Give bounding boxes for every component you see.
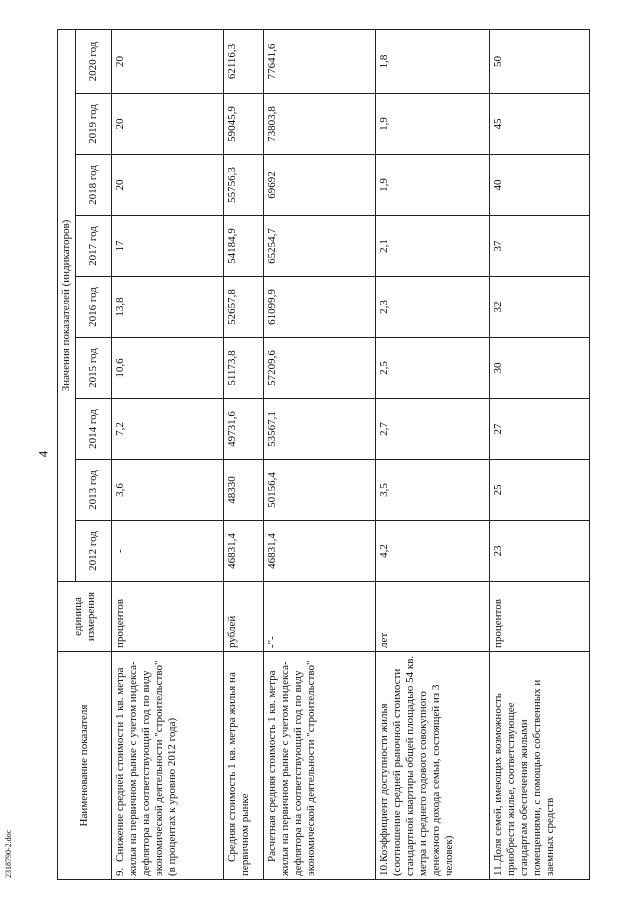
- row-name: Средняя стоимость 1 кв. метра жилья на первичном рынке: [226, 672, 251, 876]
- header-unit: единица измерения: [58, 582, 112, 652]
- rotated-page: [57, 30, 640, 880]
- row-value: 10,6: [112, 338, 224, 399]
- row-value: 2,7: [376, 399, 490, 460]
- row-value: 57209,6: [264, 338, 376, 399]
- row-unit: -"-: [264, 582, 376, 652]
- row-value: 50156,4: [264, 460, 376, 521]
- row-value: 53567,1: [264, 399, 376, 460]
- row-name-cell: [490, 652, 590, 880]
- row-value: 32: [490, 277, 590, 338]
- header-year: 2017 год: [76, 216, 112, 277]
- row-name-cell: [224, 652, 264, 880]
- row-value: 4,2: [376, 521, 490, 582]
- row-value: 62116,3: [224, 29, 264, 93]
- indicator-table: [57, 29, 590, 880]
- row-value: 3,5: [376, 460, 490, 521]
- table-row: [376, 29, 490, 879]
- row-value: 20: [112, 29, 224, 93]
- row-value: 27: [490, 399, 590, 460]
- row-value: 23: [490, 521, 590, 582]
- row-name-cell: [264, 652, 376, 880]
- row-value: 30: [490, 338, 590, 399]
- row-unit: процентов: [112, 582, 224, 652]
- header-year: 2013 год: [76, 460, 112, 521]
- row-value: 49731,6: [224, 399, 264, 460]
- row-name-cell: [112, 652, 224, 880]
- header-year: 2018 год: [76, 155, 112, 216]
- row-name: Расчетная средняя стоимость 1 кв. метра жилья на первичном рынке с учетом индекса-дефлятора на соответствующий год по виду экономической деятельности "строительство": [266, 660, 317, 876]
- row-value: 52657,8: [224, 277, 264, 338]
- row-value: 1,8: [376, 29, 490, 93]
- row-value: 54184,9: [224, 216, 264, 277]
- header-row-group: [58, 29, 76, 879]
- row-value: 13,8: [112, 277, 224, 338]
- row-value: 65254,7: [264, 216, 376, 277]
- row-value: 1,9: [376, 94, 490, 155]
- row-unit: лет: [376, 582, 490, 652]
- row-index: 9.: [114, 867, 126, 876]
- header-year: 2019 год: [76, 94, 112, 155]
- header-year: 2020 год: [76, 29, 112, 93]
- row-value: 51173,8: [224, 338, 264, 399]
- row-value: 25: [490, 460, 590, 521]
- header-year: 2012 год: [76, 521, 112, 582]
- row-value: 59045,9: [224, 94, 264, 155]
- row-value: 69692: [264, 155, 376, 216]
- row-value: 55756,3: [224, 155, 264, 216]
- row-index: 10.: [378, 862, 390, 876]
- header-year: 2015 год: [76, 338, 112, 399]
- row-value: 1,9: [376, 155, 490, 216]
- page-number: 4: [35, 450, 51, 458]
- table-row: [224, 29, 264, 879]
- header-name: Наименование показателя: [58, 652, 112, 880]
- row-value: 45: [490, 94, 590, 155]
- table-row: [112, 29, 224, 879]
- row-value: 37: [490, 216, 590, 277]
- header-year: 2016 год: [76, 277, 112, 338]
- row-value: 20: [112, 155, 224, 216]
- row-unit: рублей: [224, 582, 264, 652]
- row-unit: процентов: [490, 582, 590, 652]
- row-value: 61099,9: [264, 277, 376, 338]
- table-row: [490, 29, 590, 879]
- row-value: 17: [112, 216, 224, 277]
- row-value: 2,3: [376, 277, 490, 338]
- row-name: Доля семей, имеющих возможность приобрести жилье, соответствующее стандартам обеспечения жилыми помещениями, с помощью собственных и заемных средств: [492, 679, 556, 876]
- row-name-cell: [376, 652, 490, 880]
- table-container: [57, 30, 640, 880]
- row-value: 20: [112, 94, 224, 155]
- header-year: 2014 год: [76, 399, 112, 460]
- row-value: 50: [490, 29, 590, 93]
- row-value: 73803,8: [264, 94, 376, 155]
- row-value: 7,2: [112, 399, 224, 460]
- row-name: Снижение средней стоимости 1 кв. метра жилья на первичном рынке с учетом индекса-дефлятора на соответствующий год по виду экономической деятельности "строительство" (в процентах к уровню 2012 года): [114, 660, 178, 876]
- row-name: Коэффициент доступности жилья (соотношение средней рыночной стоимости стандартной квартиры общей площадью 54 кв. метра и среднего годового совокупного денежного дохода семьи, состоящей из 3 человек): [378, 655, 455, 876]
- row-value: 48330: [224, 460, 264, 521]
- row-value: 46831,4: [264, 521, 376, 582]
- row-value: 46831,4: [224, 521, 264, 582]
- row-value: -: [112, 521, 224, 582]
- row-index: 11.: [492, 862, 504, 876]
- row-value: 2,1: [376, 216, 490, 277]
- footer-doc-code: 2318790-2.doc: [4, 829, 13, 878]
- row-value: 40: [490, 155, 590, 216]
- row-value: 2,5: [376, 338, 490, 399]
- header-values-group: Значения показателей (индикаторов): [58, 29, 76, 581]
- row-value: 77641,6: [264, 29, 376, 93]
- table-row: [264, 29, 376, 879]
- row-value: 3,6: [112, 460, 224, 521]
